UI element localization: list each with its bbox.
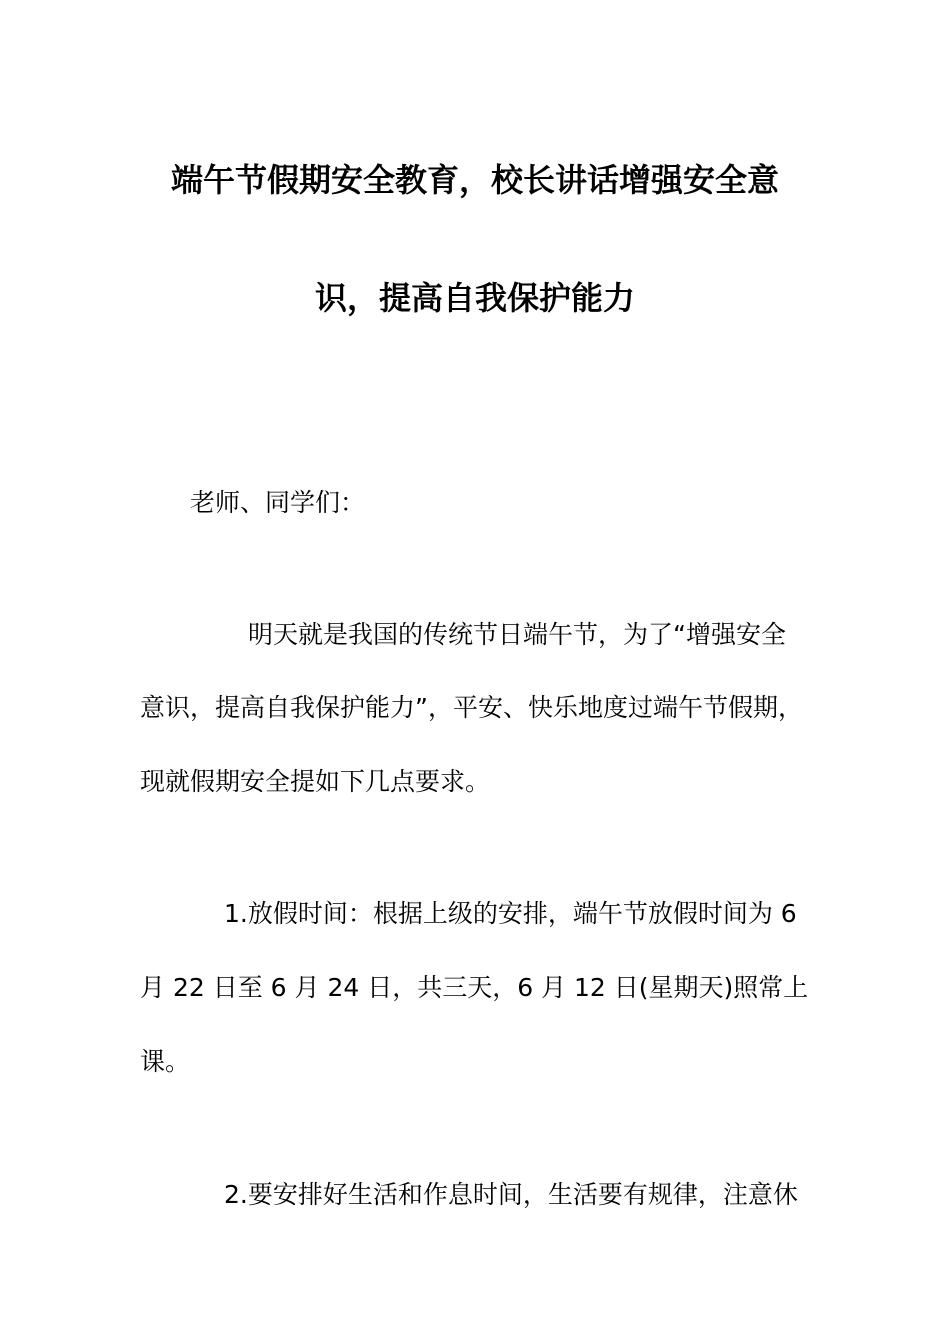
paragraph-1-line-3: 现就假期安全提如下几点要求。	[140, 767, 491, 796]
paragraph-1-line-2: 意识，提高自我保护能力”，平安、快乐地度过端午节假期，	[140, 693, 803, 722]
paragraph-2-line-1: 1.放假时间：根据上级的安排，端午节放假时间为 6	[224, 899, 797, 928]
paragraph-3-line-1: 2.要安排好生活和作息时间，生活要有规律，注意休	[224, 1180, 798, 1209]
document-title-line-1: 端午节假期安全教育，校长讲话增强安全意	[170, 161, 779, 199]
paragraph-2-line-2: 月 22 日至 6 月 24 日，共三天，6 月 12 日(星期天)照常上	[140, 973, 809, 1002]
document-title-line-2: 识，提高自我保护能力	[314, 279, 635, 317]
paragraph-1-line-1: 明天就是我国的传统节日端午节，为了“增强安全	[248, 620, 786, 649]
paragraph-2-line-3: 课。	[140, 1047, 191, 1076]
greeting: 老师、同学们：	[190, 488, 366, 517]
